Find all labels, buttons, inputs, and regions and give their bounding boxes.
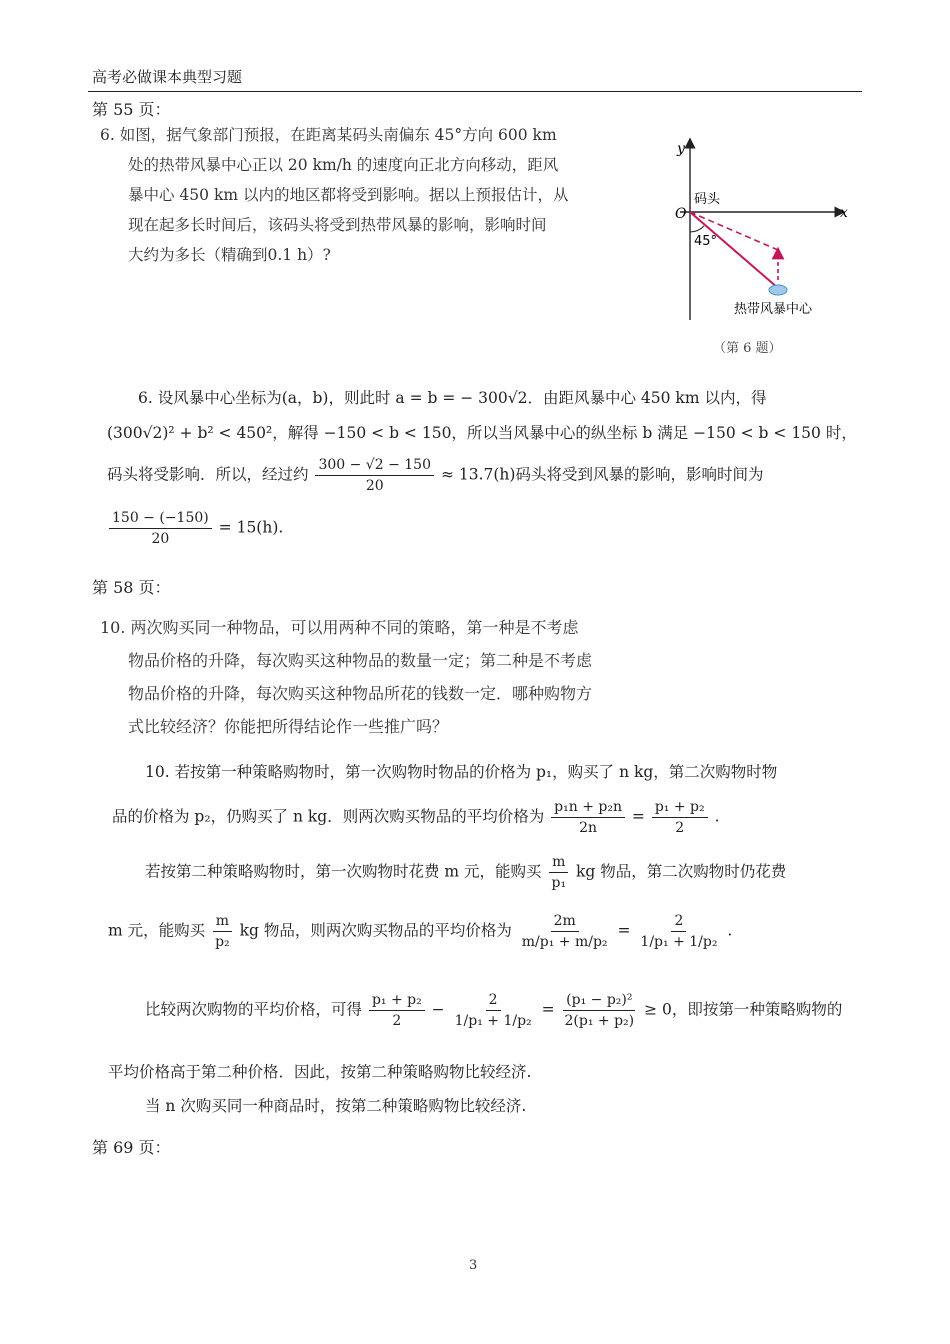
- fraction: [562, 990, 638, 1031]
- denominator: 2: [675, 820, 685, 836]
- fraction: [452, 990, 535, 1031]
- header-rule: [88, 91, 862, 92]
- numerator: 2: [486, 990, 501, 1011]
- x-axis-label: x: [840, 205, 848, 221]
- numerator: 2: [671, 911, 686, 932]
- text: .: [727, 921, 733, 940]
- numerator: 150 − (−150): [109, 508, 212, 529]
- numerator: p₁ + p₂: [369, 990, 425, 1011]
- problem-6-line: 6. 如图，据气象部门预报，在距离某码头南偏东 45°方向 600 km: [100, 126, 557, 144]
- denominator: 2: [392, 1013, 402, 1029]
- fraction: [315, 455, 434, 496]
- text: kg 物品，第二次购物时仍花费: [576, 862, 787, 881]
- figure-6-diagram: [650, 135, 860, 335]
- section-label-58: 第 58 页：: [92, 578, 171, 597]
- denominator: m/p₁ + m/p₂: [521, 934, 608, 950]
- numerator: 300 − √2 − 150: [315, 455, 434, 476]
- numerator: 2m: [551, 911, 579, 932]
- problem-6-line: 处的热带风暴中心正以 20 km/h 的速度向正北方向移动，距风: [128, 156, 559, 174]
- solution-10-line: [145, 990, 842, 1031]
- y-axis-label: y: [677, 141, 685, 157]
- document-header: 高考必做课本典型习题: [92, 68, 243, 86]
- problem-6-line: 暴中心 450 km 以内的地区都将受到影响。据以上预报估计，从: [128, 186, 569, 204]
- text: =: [617, 921, 631, 940]
- text: ≥ 0，即按第一种策略购物的: [644, 1000, 843, 1019]
- denominator: 2(p₁ + p₂): [564, 1013, 635, 1029]
- problem-10: [100, 611, 720, 743]
- solution-10-line: 10. 若按第一种策略购物时，第一次购物时物品的价格为 p₁，购买了 n kg，第二次购物时物: [145, 763, 778, 781]
- solution-10-line: [108, 911, 732, 952]
- fraction: [652, 797, 708, 838]
- fraction: [549, 852, 570, 893]
- fraction: [551, 797, 625, 838]
- numerator: p₁ + p₂: [652, 797, 708, 818]
- fraction: [109, 508, 212, 549]
- dock-label: 码头: [694, 192, 721, 207]
- problem-10-line: 物品价格的升降，每次购买这种物品的数量一定；第二种是不考虑: [128, 651, 593, 670]
- problem-6-line: 现在起多长时间后，该码头将受到热带风暴的影响，影响时间: [128, 216, 547, 234]
- solution-10-line: 当 n 次购买同一种商品时，按第二种策略购物比较经济.: [145, 1097, 527, 1115]
- section-label-55: 第 55 页：: [92, 100, 171, 119]
- text: m 元，能购买: [108, 921, 206, 940]
- storm-label: 热带风暴中心: [734, 302, 813, 317]
- text: 若按第二种策略购物时，第一次购物时花费 m 元，能购买: [145, 862, 542, 881]
- denominator: 20: [151, 531, 170, 547]
- denominator: 1/p₁ + 1/p₂: [640, 934, 718, 950]
- path-to-storm: [690, 212, 778, 288]
- text: =: [541, 1000, 555, 1019]
- solution-10-line: [145, 852, 786, 893]
- numerator: m: [549, 852, 568, 873]
- fraction: [212, 911, 233, 952]
- solution-6-line: 6. 设风暴中心坐标为(a，b)，则此时 a = b = − 300√2．由距风暴中心 450 km 以内，得: [138, 389, 767, 407]
- solution-6-line: (300√2)² + b² < 450²，解得 −150 < b < 150，所以当风暴中心的纵坐标 b 满足 −150 < b < 150 时，: [107, 424, 857, 442]
- problem-10-line: 物品价格的升降，每次购买这种物品所花的钱数一定．哪种购物方: [128, 684, 593, 703]
- denominator: 1/p₁ + 1/p₂: [454, 1013, 532, 1029]
- text: = 15(h).: [218, 518, 284, 537]
- denominator: p₁: [551, 875, 567, 891]
- text: .: [714, 807, 720, 826]
- solution-6-line: [107, 508, 283, 549]
- text: kg 物品，则两次购买物品的平均价格为: [239, 921, 512, 940]
- fraction: [637, 911, 720, 952]
- section-label-69: 第 69 页：: [92, 1138, 171, 1157]
- fraction: [369, 990, 425, 1031]
- text: ≈ 13.7(h)码头将受到风暴的影响，影响时间为: [440, 465, 764, 484]
- angle-arc: [690, 226, 704, 232]
- problem-6-line: 大约为多长（精确到0.1 h）?: [128, 246, 331, 264]
- origin-label: O: [675, 206, 687, 222]
- text: 比较两次购物的平均价格，可得: [145, 1000, 363, 1019]
- page-number: 3: [469, 1258, 478, 1273]
- text: −: [431, 1000, 445, 1019]
- denominator: p₂: [215, 934, 230, 950]
- numerator: m: [213, 911, 232, 932]
- solution-10-line: [112, 797, 720, 838]
- problem-10-line: 式比较经济？你能把所得结论作一些推广吗？: [128, 717, 449, 736]
- denominator: 20: [365, 478, 384, 494]
- text: 码头将受影响．所以，经过约: [107, 465, 309, 484]
- text: 品的价格为 p₂，仍购买了 n kg．则两次购买物品的平均价格为: [112, 807, 545, 826]
- fraction: [519, 911, 611, 952]
- storm-center-icon: [769, 285, 787, 295]
- figure-6-caption: （第 6 题）: [713, 341, 782, 356]
- numerator: p₁n + p₂n: [551, 797, 625, 818]
- numerator: (p₁ − p₂)²: [563, 990, 635, 1011]
- text: =: [631, 807, 645, 826]
- angle-label: 45°: [694, 234, 718, 249]
- solution-6-line: [107, 455, 763, 496]
- problem-6: [100, 120, 640, 270]
- denominator: 2n: [579, 820, 598, 836]
- solution-10-line: 平均价格高于第二种价格．因此，按第二种策略购物比较经济.: [108, 1063, 532, 1081]
- problem-10-line: 10. 两次购买同一种物品，可以用两种不同的策略，第一种是不考虑: [100, 618, 579, 637]
